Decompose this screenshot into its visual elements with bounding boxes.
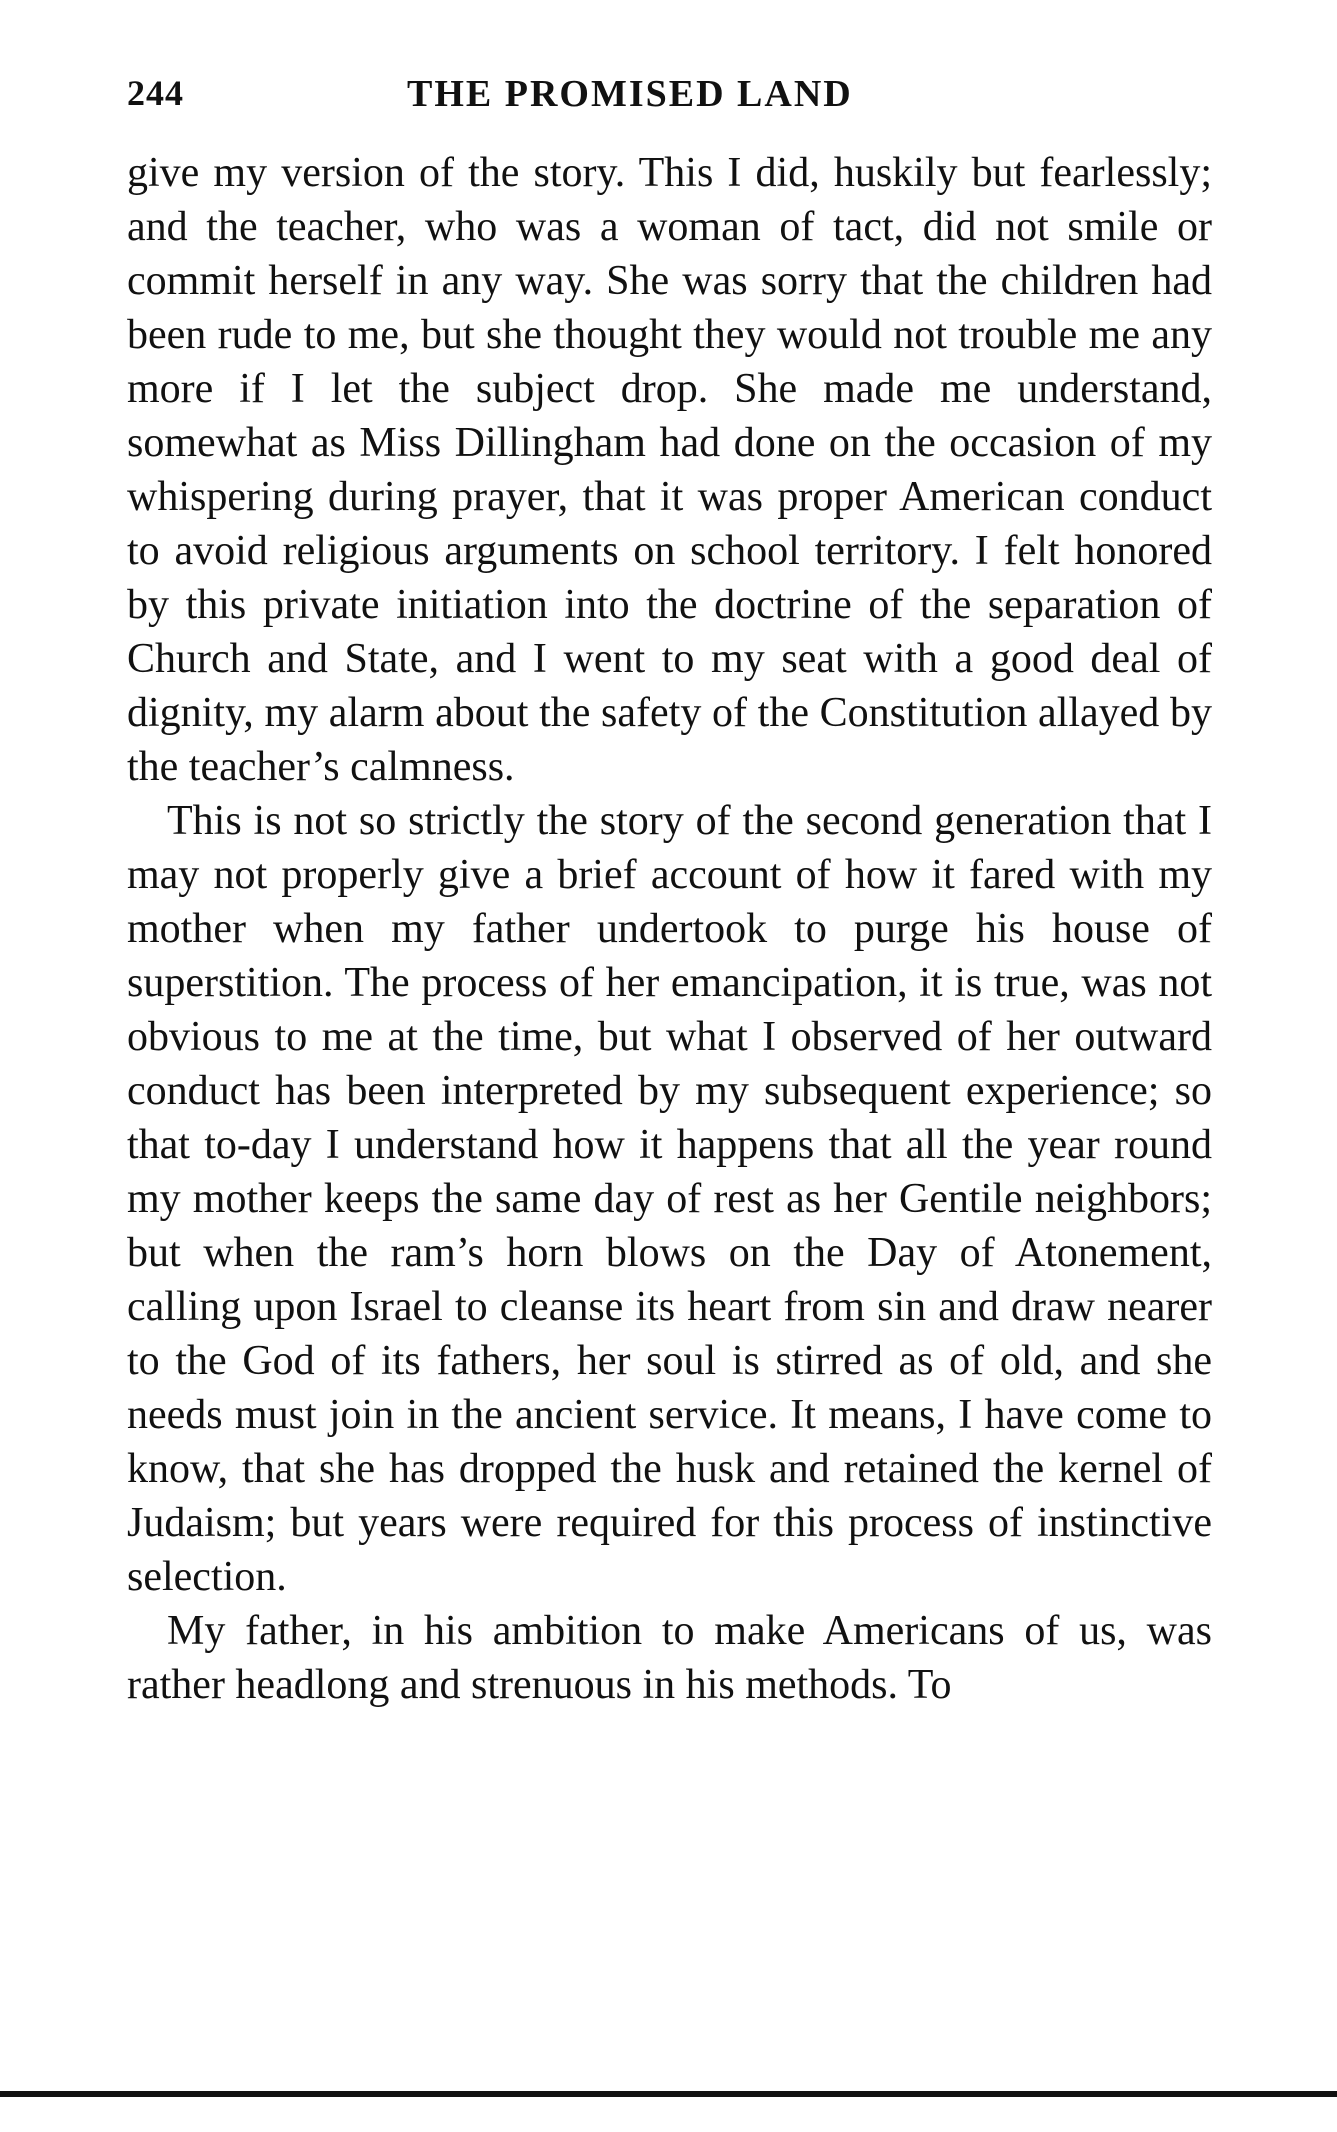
running-title: THE PROMISED LAND: [407, 73, 853, 115]
page-number: 244: [127, 73, 184, 113]
body-text: [127, 146, 1212, 1712]
page-header: [127, 72, 1212, 132]
paragraph: My father, in his ambition to make Americans of us, was rather headlong and strenuous in his methods. To: [127, 1608, 1212, 1708]
paragraph: This is not so strictly the story of the second generation that I may not properly give a brief account of how it fared with my mother when my father undertook to purge his house of superstition. The process of her emancipation, it is true, was not obvious to me at the time, but what I observed of her outward conduct has been interpreted by my subsequent experience; so that to-day I understand how it happens that all the year round my mother keeps the same day of rest as her Gentile neighbors; but when the ram’s horn blows on the Day of Atonement, calling upon Israel to cleanse its heart from sin and draw nearer to the God of its fathers, her soul is stirred as of old, and she needs must join in the ancient service. It means, I have come to know, that she has dropped the husk and retained the kernel of Judaism; but years were required for this process of instinctive selection.: [127, 798, 1212, 1600]
paragraph-continued: give my version of the story. This I did, huskily but fearlessly; and the teacher, who was a woman of tact, did not smile or commit herself in any way. She was sorry that the children had been rude to me, but she thought they would not trouble me any more if I let the subject drop. She made me understand, somewhat as Miss Dillingham had done on the occasion of my whispering during prayer, that it was proper American conduct to avoid religious arguments on school territory. I felt honored by this private initiation into the doctrine of the separation of Church and State, and I went to my seat with a good deal of dignity, my alarm about the safety of the Constitution allayed by the teacher’s calmness.: [127, 150, 1212, 790]
bottom-rule: [0, 2091, 1337, 2097]
